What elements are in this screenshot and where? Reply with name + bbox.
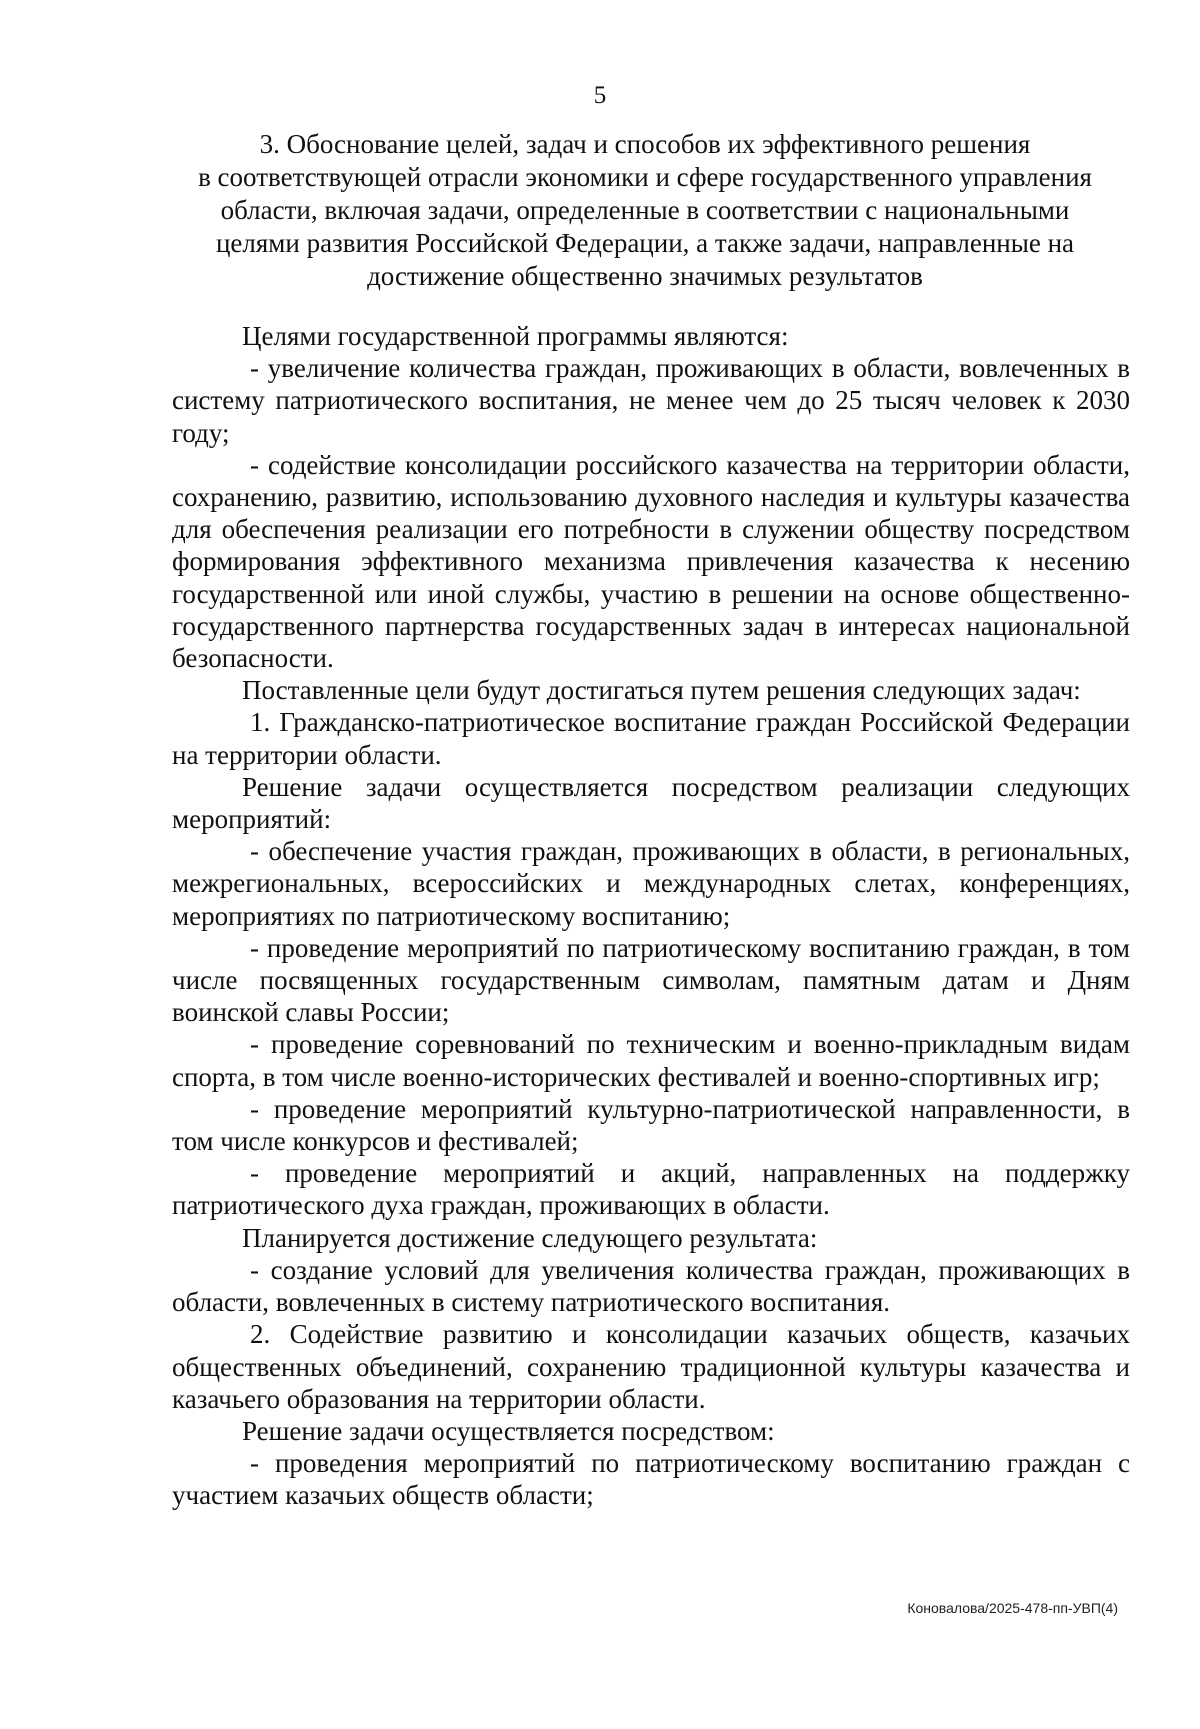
heading-line: целями развития Российской Федерации, а также задачи, направленные на: [215, 228, 1075, 258]
heading-line: в соответствующей отрасли экономики и сфере государственного управления: [198, 162, 1092, 192]
paragraph-measure: - проведение мероприятий культурно-патриотической направленности, в том числе конкурсов и фестивалей;: [172, 1093, 1130, 1157]
paragraph-measure: - проведение мероприятий по патриотическому воспитанию граждан, в том числе посвященных государственным символам, памятным датам и Дням воинской славы России;: [172, 932, 1130, 1028]
paragraph-result-intro: Планируется достижение следующего результата:: [242, 1222, 818, 1253]
paragraph-goals-intro: Целями государственной программы являются:: [242, 321, 789, 351]
paragraph-measure: - проведение мероприятий и акций, направленных на поддержку патриотического духа граждан, проживающих в области.: [172, 1158, 1130, 1221]
paragraph-measure: - обеспечение участия граждан, проживающих в области, в региональных, межрегиональных, всероссийских и международных слетах, конференциях, мероприятиях по патриотическому воспитанию;: [172, 836, 1130, 931]
heading-line: достижение общественно значимых результатов: [367, 261, 923, 291]
paragraph-task-1: 1. Гражданско-патриотическое воспитание граждан Российской Федерации на территории области.: [172, 707, 1130, 770]
paragraph-goal-2: - содействие консолидации российского казачества на территории области, сохранению, развитию, использованию духовного наследия и культуры казачества для обеспечения реализации его потребности в служении обществу посредством формирования эффективного механизма привлечения казачества к несению государственной или иной службы, участию в решении на основе общественно-государственного партнерства государственных задач в интересах национальной безопасности.: [172, 449, 1130, 674]
paragraph-goal-1: - увеличение количества граждан, проживающих в области, вовлеченных в систему патриотического воспитания, не менее чем до 25 тысяч человек к 2030 году;: [172, 353, 1130, 448]
paragraph-task-2: 2. Содействие развитию и консолидации казачьих обществ, казачьих общественных объединений, сохранению традиционной культуры казачества и казачьего образования на территории области.: [172, 1319, 1130, 1414]
paragraph-tasks-intro: Поставленные цели будут достигаться путем решения следующих задач:: [242, 675, 1081, 706]
document-body: [172, 320, 1130, 1512]
paragraph-task-1-solution: Решение задачи осуществляется посредством реализации следующих мероприятий:: [172, 771, 1130, 835]
page-number: 5: [593, 82, 607, 109]
paragraph-result: - создание условий для увеличения количества граждан, проживающих в области, вовлеченных в систему патриотического воспитания.: [172, 1254, 1130, 1318]
heading-line: 3. Обоснование целей, задач и способов их эффективного решения: [259, 129, 1031, 159]
heading-line: области, включая задачи, определенные в соответствии с национальными: [220, 195, 1070, 225]
paragraph-measure: - проведения мероприятий по патриотическому воспитанию граждан с участием казачьих обществ области;: [172, 1448, 1130, 1511]
document-reference-code: Коновалова/2025-478-пп-УВП(4): [907, 1600, 1118, 1616]
paragraph-measure: - проведение соревнований по техническим и военно-прикладным видам спорта, в том числе военно-исторических фестивалей и военно-спортивных игр;: [172, 1029, 1130, 1092]
paragraph-task-2-solution: Решение задачи осуществляется посредством:: [242, 1415, 775, 1446]
section-heading: [160, 128, 1130, 293]
